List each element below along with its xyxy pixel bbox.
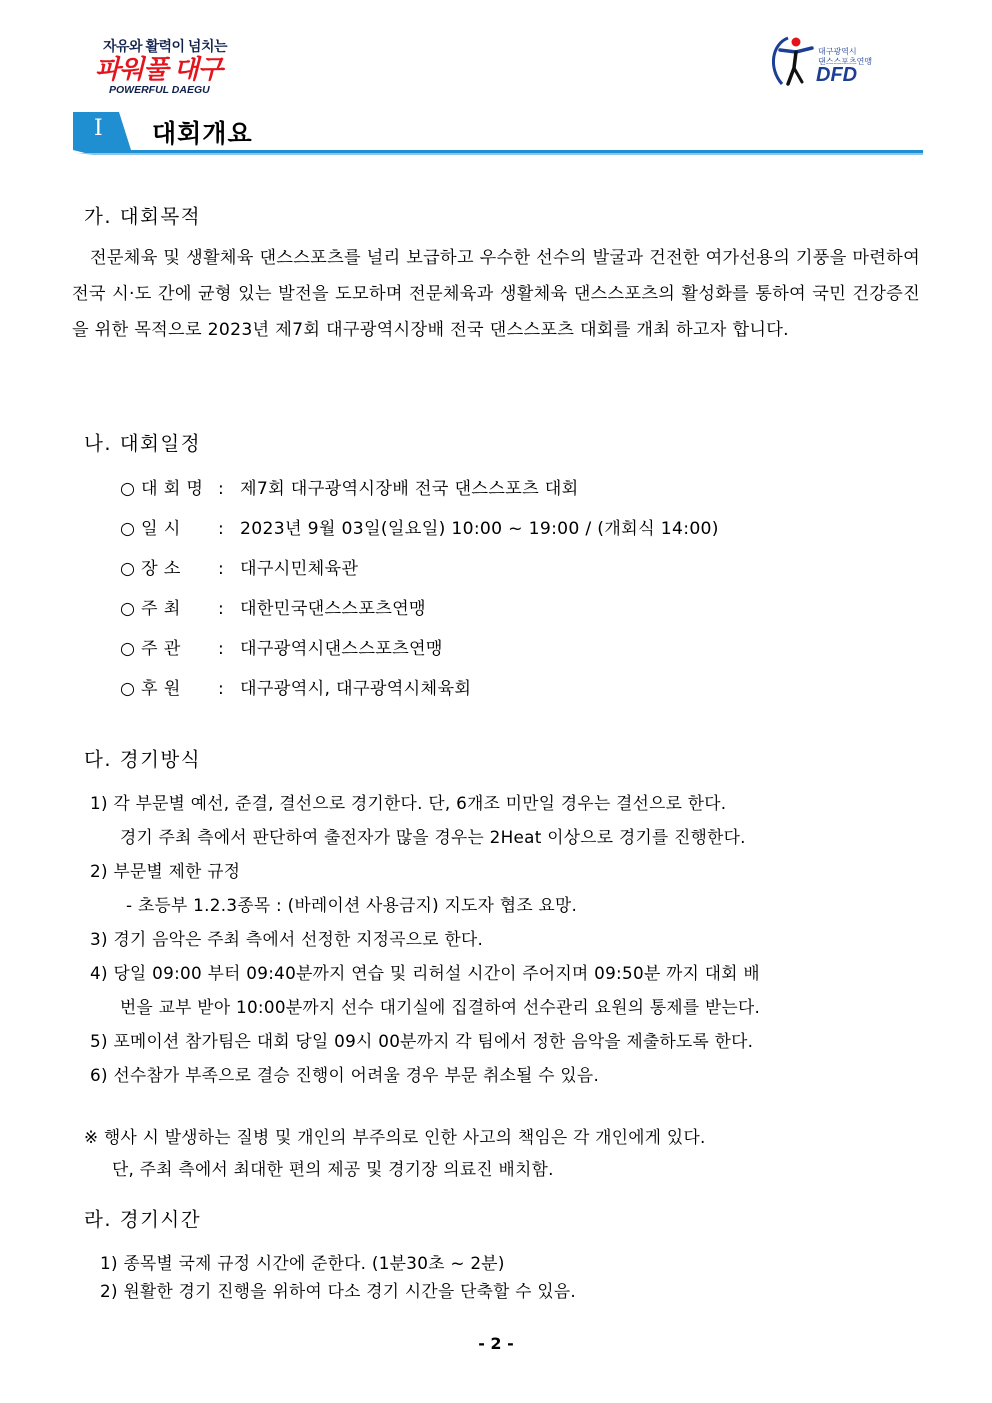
- method-line: 2) 부문별 제한 규정: [90, 861, 241, 881]
- method-line: 3) 경기 음악은 주최 측에서 선정한 지정곡으로 한다.: [90, 929, 484, 949]
- schedule-value: 2023년 9월 03일(일요일) 10:00 ~ 19:00 / (개회식 14:00): [240, 519, 719, 539]
- schedule-item: [120, 594, 426, 619]
- schedule-value: 대구광역시, 대구광역시체육회: [240, 679, 472, 699]
- schedule-label: ○ 주 관: [120, 639, 181, 659]
- schedule-separator: :: [218, 559, 225, 579]
- schedule-heading: 나. 대회일정: [84, 432, 202, 455]
- method-note: ※ 행사 시 발생하는 질병 및 개인의 부주의로 인한 사고의 책임은 각 개인에게 있다.: [84, 1127, 706, 1147]
- dfd-logo-line2: 댄스스포츠연맹: [818, 57, 873, 66]
- schedule-separator: :: [218, 679, 225, 699]
- time-line: 1) 종목별 국제 규정 시간에 준한다. (1분30초 ~ 2분): [100, 1253, 505, 1273]
- logo-name: 파워풀 대구: [95, 54, 222, 84]
- schedule-value: 대한민국댄스스포츠연맹: [240, 599, 426, 619]
- dfd-logo-line1: 대구광역시: [818, 47, 857, 56]
- section-title: 대회개요: [152, 119, 253, 148]
- schedule-separator: :: [218, 519, 225, 539]
- method-heading: 다. 경기방식: [84, 748, 202, 771]
- schedule-value: 대구시민체육관: [240, 559, 359, 579]
- schedule-separator: :: [218, 599, 225, 619]
- schedule-item: [120, 474, 579, 499]
- section-number: Ⅰ: [94, 116, 103, 141]
- schedule-item: [120, 514, 719, 539]
- schedule-separator: :: [218, 479, 225, 499]
- page-number: - 2 -: [478, 1334, 514, 1353]
- method-line: 번을 교부 받아 10:00분까지 선수 대기실에 집결하여 선수관리 요원의 통제를 받는다.: [120, 997, 761, 1017]
- logo-slogan: 자유와 활력이 넘치는: [103, 38, 227, 54]
- schedule-value: 제7회 대구광역시장배 전국 댄스스포츠 대회: [240, 479, 579, 499]
- method-line: 경기 주최 측에서 판단하여 출전자가 많을 경우는 2Heat 이상으로 경기를 진행한다.: [120, 827, 746, 847]
- method-line: 4) 당일 09:00 부터 09:40분까지 연습 및 리허설 시간이 주어지며 09:50분 까지 대회 배: [90, 963, 760, 983]
- schedule-separator: :: [218, 639, 225, 659]
- purpose-paragraph: 전문체육 및 생활체육 댄스스포츠를 널리 보급하고 우수한 선수의 발굴과 건전한 여가선용의 기풍을 마련하여 전국 시·도 간에 균형 있는 발전을 도모하며 전문체육과 생활체육 댄스스포츠의 활성화를 통하여 국민 건강증진을 위한 목적으로 2023년 제7회 대구광역시장배 전국 댄스스포츠 대회를 개최 하고자 합니다.: [72, 248, 920, 340]
- method-line: 6) 선수참가 부족으로 결승 진행이 어려울 경우 부문 취소될 수 있음.: [90, 1065, 600, 1085]
- schedule-label: ○ 후 원: [120, 679, 181, 699]
- method-note: 단, 주최 측에서 최대한 편의 제공 및 경기장 의료진 배치함.: [112, 1159, 554, 1179]
- schedule-item: [120, 634, 443, 659]
- method-line: 1) 각 부문별 예선, 준결, 결선으로 경기한다. 단, 6개조 미만일 경우는 결선으로 한다.: [90, 793, 727, 813]
- schedule-label: ○ 대 회 명: [120, 479, 204, 499]
- method-line: 5) 포메이션 참가팀은 대회 당일 09시 00분까지 각 팀에서 정한 음악을 제출하도록 한다.: [90, 1031, 754, 1051]
- dfd-logo-text: DFD: [816, 64, 858, 86]
- schedule-item: [120, 554, 358, 579]
- schedule-item: [120, 674, 471, 699]
- schedule-label: ○ 일 시: [120, 519, 181, 539]
- time-line: 2) 원활한 경기 진행을 위하여 다소 경기 시간을 단축할 수 있음.: [100, 1281, 577, 1301]
- schedule-label: ○ 장 소: [120, 559, 181, 579]
- logo-subtitle: POWERFUL DAEGU: [109, 84, 210, 96]
- method-line: - 초등부 1.2.3종목 : (바레이션 사용금지) 지도자 협조 요망.: [126, 895, 578, 915]
- time-heading: 라. 경기시간: [84, 1208, 202, 1231]
- schedule-label: ○ 주 최: [120, 599, 181, 619]
- powerful-daegu-logo: [95, 36, 255, 96]
- schedule-value: 대구광역시댄스스포츠연맹: [240, 639, 443, 659]
- purpose-heading: 가. 대회목적: [84, 205, 202, 228]
